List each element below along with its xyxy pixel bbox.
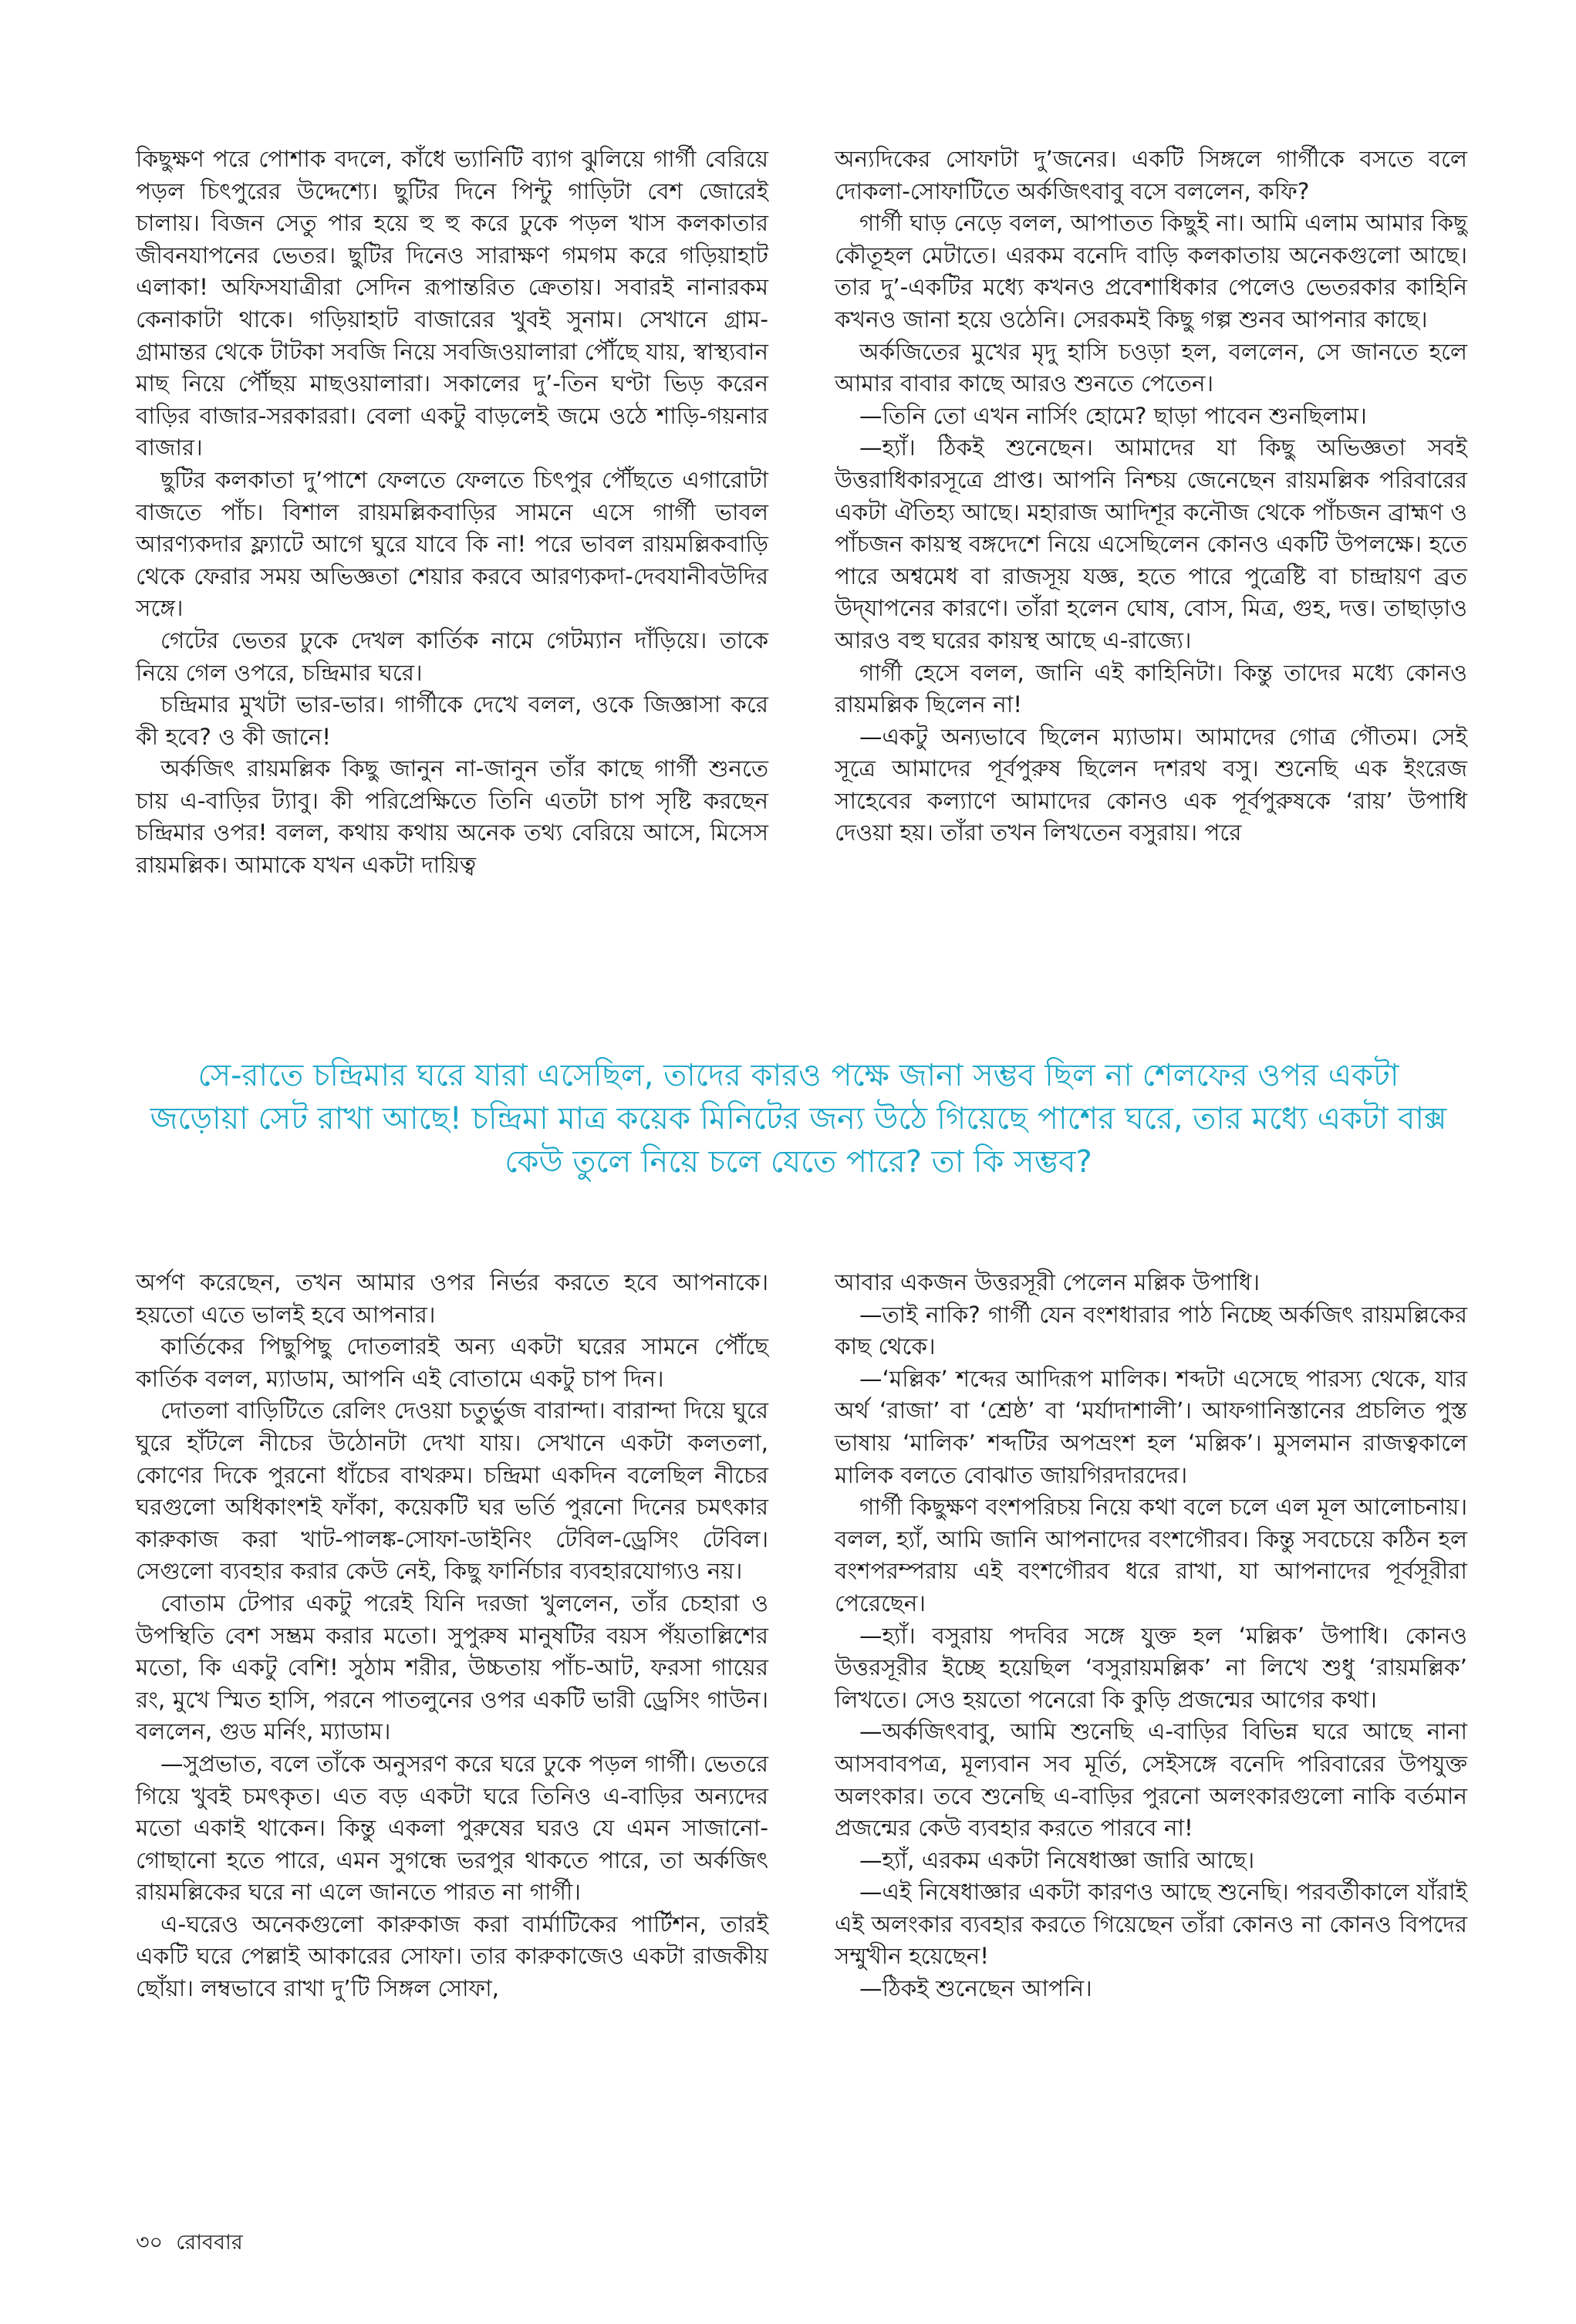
paragraph: আবার একজন উত্তরসূরী পেলেন মল্লিক উপাধি।	[835, 1269, 1260, 1295]
paragraph: অন্যদিকের সোফাটা দু’জনের। একটি সিঙ্গলে গার্গীকে বসতে বলে দোকলা-সোফাটিতে অর্কজিৎবাবু বসে বললেন, কফি?	[835, 146, 1467, 204]
paragraph: —‘মল্লিক’ শব্দের আদিরূপ মালিক। শব্দটা এসেছে পারস্য থেকে, যার অর্থ ‘রাজা’ বা ‘শ্রেষ্ঠ’ বা ‘মর্যাদাশালী’। আফগানিস্তানের প্রচলিত পুস্ত ভাষায় ‘মালিক’ শব্দটির অপভ্রংশ হল ‘মল্লিক’। মুসলমান রাজত্বকালে মালিক বলতে বোঝাত জায়গিরদারদের।	[835, 1365, 1467, 1488]
paragraph: —হ্যাঁ। বসুরায় পদবির সঙ্গে যুক্ত হল ‘মল্লিক’ উপাধি। কোনও উত্তরসূরীর ইচ্ছে হয়েছিল ‘বসুরায়মল্লিক’ না লিখে শুধু ‘রায়মল্লিক’ লিখতে। সেও হয়তো পনেরো কি কুড়ি প্রজন্মের আগের কথা।	[835, 1622, 1467, 1713]
pull-quote: সে-রাতে চন্দ্রিমার ঘরে যারা এসেছিল, তাদের কারও পক্ষে জানা সম্ভব ছিল না শেলফের ওপর একটা জড়োয়া সেট রাখা আছে! চন্দ্রিমা মাত্র কয়েক মিনিটের জন্য উঠে গিয়েছে পাশের ঘরে, তার মধ্যে একটা বাক্স কেউ তুলে নিয়ে চলে যেতে পারে? তা কি সম্ভব?	[150, 1058, 1447, 1180]
paragraph: গার্গী ঘাড় নেড়ে বলল, আপাতত কিছুই না। আমি এলাম আমার কিছু কৌতূহল মেটাতে। এরকম বনেদি বাড়ি কলকাতায় অনেকগুলো আছে। তার দু’-একটির মধ্যে কখনও প্রবেশাধিকার পেলেও ভেতরকার কাহিনি কখনও জানা হয়ে ওঠেনি। সেরকমই কিছু গল্প শুনব আপনার কাছে।	[835, 210, 1467, 333]
paragraph: —ঠিকই শুনেছেন আপনি।	[859, 1975, 1092, 2002]
paragraph: —সুপ্রভাত, বলে তাঁকে অনুসরণ করে ঘরে ঢুকে পড়ল গার্গী। ভেতরে গিয়ে খুবই চমৎকৃত। এত বড় একটা ঘরে তিনিও এ-বাড়ির অন্যদের মতো একাই থাকেন। কিন্তু একলা পুরুষের ঘরও যে এমন সাজানো-গোছানো হতে পারে, এমন সুগন্ধে ভরপুর থাকতে পারে, তা অর্কজিৎ রায়মল্লিকের ঘরে না এলে জানতে পারত না গার্গী।	[136, 1750, 768, 1906]
page-number: ৩০	[136, 2231, 164, 2255]
paragraph: অর্পণ করেছেন, তখন আমার ওপর নির্ভর করতে হবে আপনাকে। হয়তো এতে ভালই হবে আপনার।	[136, 1269, 768, 1328]
paragraph: —তাই নাকি? গার্গী যেন বংশধারার পাঠ নিচ্ছে অর্কজিৎ রায়মল্লিকের কাছ থেকে।	[835, 1301, 1467, 1360]
paragraph: কিছুক্ষণ পরে পোশাক বদলে, কাঁধে ভ্যানিটি ব্যাগ ঝুলিয়ে গার্গী বেরিয়ে পড়ল চিৎপুরের উদ্দেশ্যে। ছুটির দিনে পিন্টু গাড়িটা বেশ জোরেই চালায়। বিজন সেতু পার হয়ে হু হু করে ঢুকে পড়ল খাস কলকাতার জীবনযাপনের ভেতর। ছুটির দিনেও সারাক্ষণ গমগম করে গড়িয়াহাট এলাকা! অফিসযাত্রীরা সেদিন রূপান্তরিত ক্রেতায়। সবারই নানারকম কেনাকাটা থাকে। গড়িয়াহাট বাজারের খুবই সুনাম। সেখানে গ্রাম-গ্রামান্তর থেকে টাটকা সবজি নিয়ে সবজিওয়ালারা পৌঁছে যায়, স্বাস্থ্যবান মাছ নিয়ে পৌঁছয় মাছওয়ালারা। সকালের দু’-তিন ঘণ্টা ভিড় করেন বাড়ির বাজার-সরকাররা। বেলা একটু বাড়লেই জমে ওঠে শাড়ি-গয়নার বাজার।	[136, 146, 768, 461]
column-bottom-right	[835, 1267, 1467, 2005]
paragraph: অর্কজিতের মুখের মৃদু হাসি চওড়া হল, বললেন, সে জানতে হলে আমার বাবার কাছে আরও শুনতে পেতেন।	[835, 338, 1467, 397]
paragraph: দোতলা বাড়িটিতে রেলিং দেওয়া চতুর্ভুজ বারান্দা। বারান্দা দিয়ে ঘুরে ঘুরে হাঁটলে নীচের উঠোনটা দেখা যায়। সেখানে একটা কলতলা, কোণের দিকে পুরনো ধাঁচের বাথরুম। চন্দ্রিমা একদিন বলেছিল নীচের ঘরগুলো অধিকাংশই ফাঁকা, কয়েকটি ঘর ভর্তি পুরনো দিনের চমৎকার কারুকাজ করা খাট-পালঙ্ক-সোফা-ডাইনিং টেবিল-ড্রেসিং টেবিল। সেগুলো ব্যবহার করার কেউ নেই, কিছু ফার্নিচার ব্যবহারযোগ্যও নয়।	[136, 1397, 768, 1585]
paragraph: কার্তিকের পিছুপিছু দোতলারই অন্য একটা ঘরের সামনে পৌঁছে কার্তিক বলল, ম্যাডাম, আপনি এই বোতামে একটু চাপ দিন।	[136, 1333, 768, 1392]
paragraph: —এই নিষেধাজ্ঞার একটা কারণও আছে শুনেছি। পরবর্তীকালে যাঁরাই এই অলংকার ব্যবহার করতে গিয়েছেন তাঁরা কোনও না কোনও বিপদের সম্মুখীন হয়েছেন!	[835, 1879, 1467, 1970]
paragraph: —হ্যাঁ। ঠিকই শুনেছেন। আমাদের যা কিছু অভিজ্ঞতা সবই উত্তরাধিকারসূত্রে প্রাপ্ত। আপনি নিশ্চয় জেনেছেন রায়মল্লিক পরিবারের একটা ঐতিহ্য আছে। মহারাজ আদিশূর কনৌজ থেকে পাঁচজন ব্রাহ্মণ ও পাঁচজন কায়স্থ বঙ্গদেশে নিয়ে এসেছিলেন কোনও একটি উপলক্ষে। হতে পারে অশ্বমেধ বা রাজসূয় যজ্ঞ, হতে পারে পুত্রেষ্টি বা চান্দ্রায়ণ ব্রত উদ্‌যাপনের কারণে। তাঁরা হলেন ঘোষ, বোস, মিত্র, গুহ, দত্ত। তাছাড়াও আরও বহু ঘরের কায়স্থ আছে এ-রাজ্যে।	[835, 434, 1467, 654]
column-top-right	[835, 144, 1467, 850]
publication-name: রোববার	[176, 2231, 243, 2255]
paragraph: বোতাম টেপার একটু পরেই যিনি দরজা খুললেন, তাঁর চেহারা ও উপস্থিতি বেশ সম্ভ্রম করার মতো। সুপুরুষ মানুষটির বয়স পঁয়তাল্লিশের মতো, কি একটু বেশি! সুঠাম শরীর, উচ্চতায় পাঁচ-আট, ফরসা গায়ের রং, মুখে স্মিত হাসি, পরনে পাতলুনের ওপর একটি ভারী ড্রেসিং গাউন। বললেন, গুড মর্নিং, ম্যাডাম।	[136, 1589, 768, 1745]
paragraph: —অর্কজিৎবাবু, আমি শুনেছি এ-বাড়ির বিভিন্ন ঘরে আছে নানা আসবাবপত্র, মূল্যবান সব মূর্তি, সেইসঙ্গে বনেদি পরিবারের উপযুক্ত অলংকার। তবে শুনেছি এ-বাড়ির পুরনো অলংকারগুলো নাকি বর্তমান প্রজন্মের কেউ ব্যবহার করতে পারবে না!	[835, 1718, 1467, 1842]
column-top-left	[136, 144, 768, 882]
paragraph: গেটের ভেতর ঢুকে দেখল কার্তিক নামে গেটম্যান দাঁড়িয়ে। তাকে নিয়ে গেল ওপরে, চন্দ্রিমার ঘরে।	[136, 627, 768, 686]
paragraph: চন্দ্রিমার মুখটা ভার-ভার। গার্গীকে দেখে বলল, ওকে জিজ্ঞাসা করে কী হবে? ও কী জানে!	[136, 691, 768, 750]
paragraph: —একটু অন্যভাবে ছিলেন ম্যাডাম। আমাদের গোত্র গৌতম। সেই সূত্রে আমাদের পূর্বপুরুষ ছিলেন দশরথ বসু। শুনেছি এক ইংরেজ সাহেবের কল্যাণে আমাদের কোনও এক পূর্বপুরুষকে ‘রায়’ উপাধি দেওয়া হয়। তাঁরা তখন লিখতেন বসুরায়। পরে	[835, 723, 1467, 846]
paragraph: এ-ঘরেও অনেকগুলো কারুকাজ করা বার্মাটিকের পার্টিশন, তারই একটি ঘরে পেল্লাই আকারের সোফা। তার কারুকাজেও একটা রাজকীয় ছোঁয়া। লম্বভাবে রাখা দু’টি সিঙ্গল সোফা,	[136, 1910, 768, 2002]
paragraph: গার্গী হেসে বলল, জানি এই কাহিনিটা। কিন্তু তাদের মধ্যে কোনও রায়মল্লিক ছিলেন না!	[835, 659, 1467, 718]
paragraph: গার্গী কিছুক্ষণ বংশপরিচয় নিয়ে কথা বলে চলে এল মূল আলোচনায়। বলল, হ্যাঁ, আমি জানি আপনাদের বংশগৌরব। কিন্তু সবচেয়ে কঠিন হল বংশপরম্পরায় এই বংশগৌরব ধরে রাখা, যা আপনাদের পূর্বসূরীরা পেরেছেন।	[835, 1494, 1467, 1616]
page-footer	[136, 2227, 243, 2262]
column-bottom-left	[136, 1267, 768, 2005]
paragraph: —তিনি তো এখন নার্সিং হোমে? ছাড়া পাবেন শুনছিলাম।	[859, 402, 1367, 429]
paragraph: —হ্যাঁ, এরকম একটা নিষেধাজ্ঞা জারি আছে।	[859, 1846, 1255, 1873]
paragraph: অর্কজিৎ রায়মল্লিক কিছু জানুন না-জানুন তাঁর কাছে গার্গী শুনতে চায় এ-বাড়ির ট্যাবু। কী পরিপ্রেক্ষিতে তিনি এতটা চাপ সৃষ্টি করছেন চন্দ্রিমার ওপর! বলল, কথায় কথায় অনেক তথ্য বেরিয়ে আসে, মিসেস রায়মল্লিক। আমাকে যখন একটা দায়িত্ব	[136, 755, 768, 879]
paragraph: ছুটির কলকাতা দু’পাশে ফেলতে ফেলতে চিৎপুর পৌঁছতে এগারোটা বাজতে পাঁচ। বিশাল রায়মল্লিকবাড়ির সামনে এসে গার্গী ভাবল আরণ্যকদার ফ্ল্যাটে আগে ঘুরে যাবে কি না! পরে ভাবল রায়মল্লিকবাড়ি থেকে ফেরার সময় অভিজ্ঞতা শেয়ার করবে আরণ্যকদা-দেবযানীবউদির সঙ্গে।	[136, 466, 768, 622]
